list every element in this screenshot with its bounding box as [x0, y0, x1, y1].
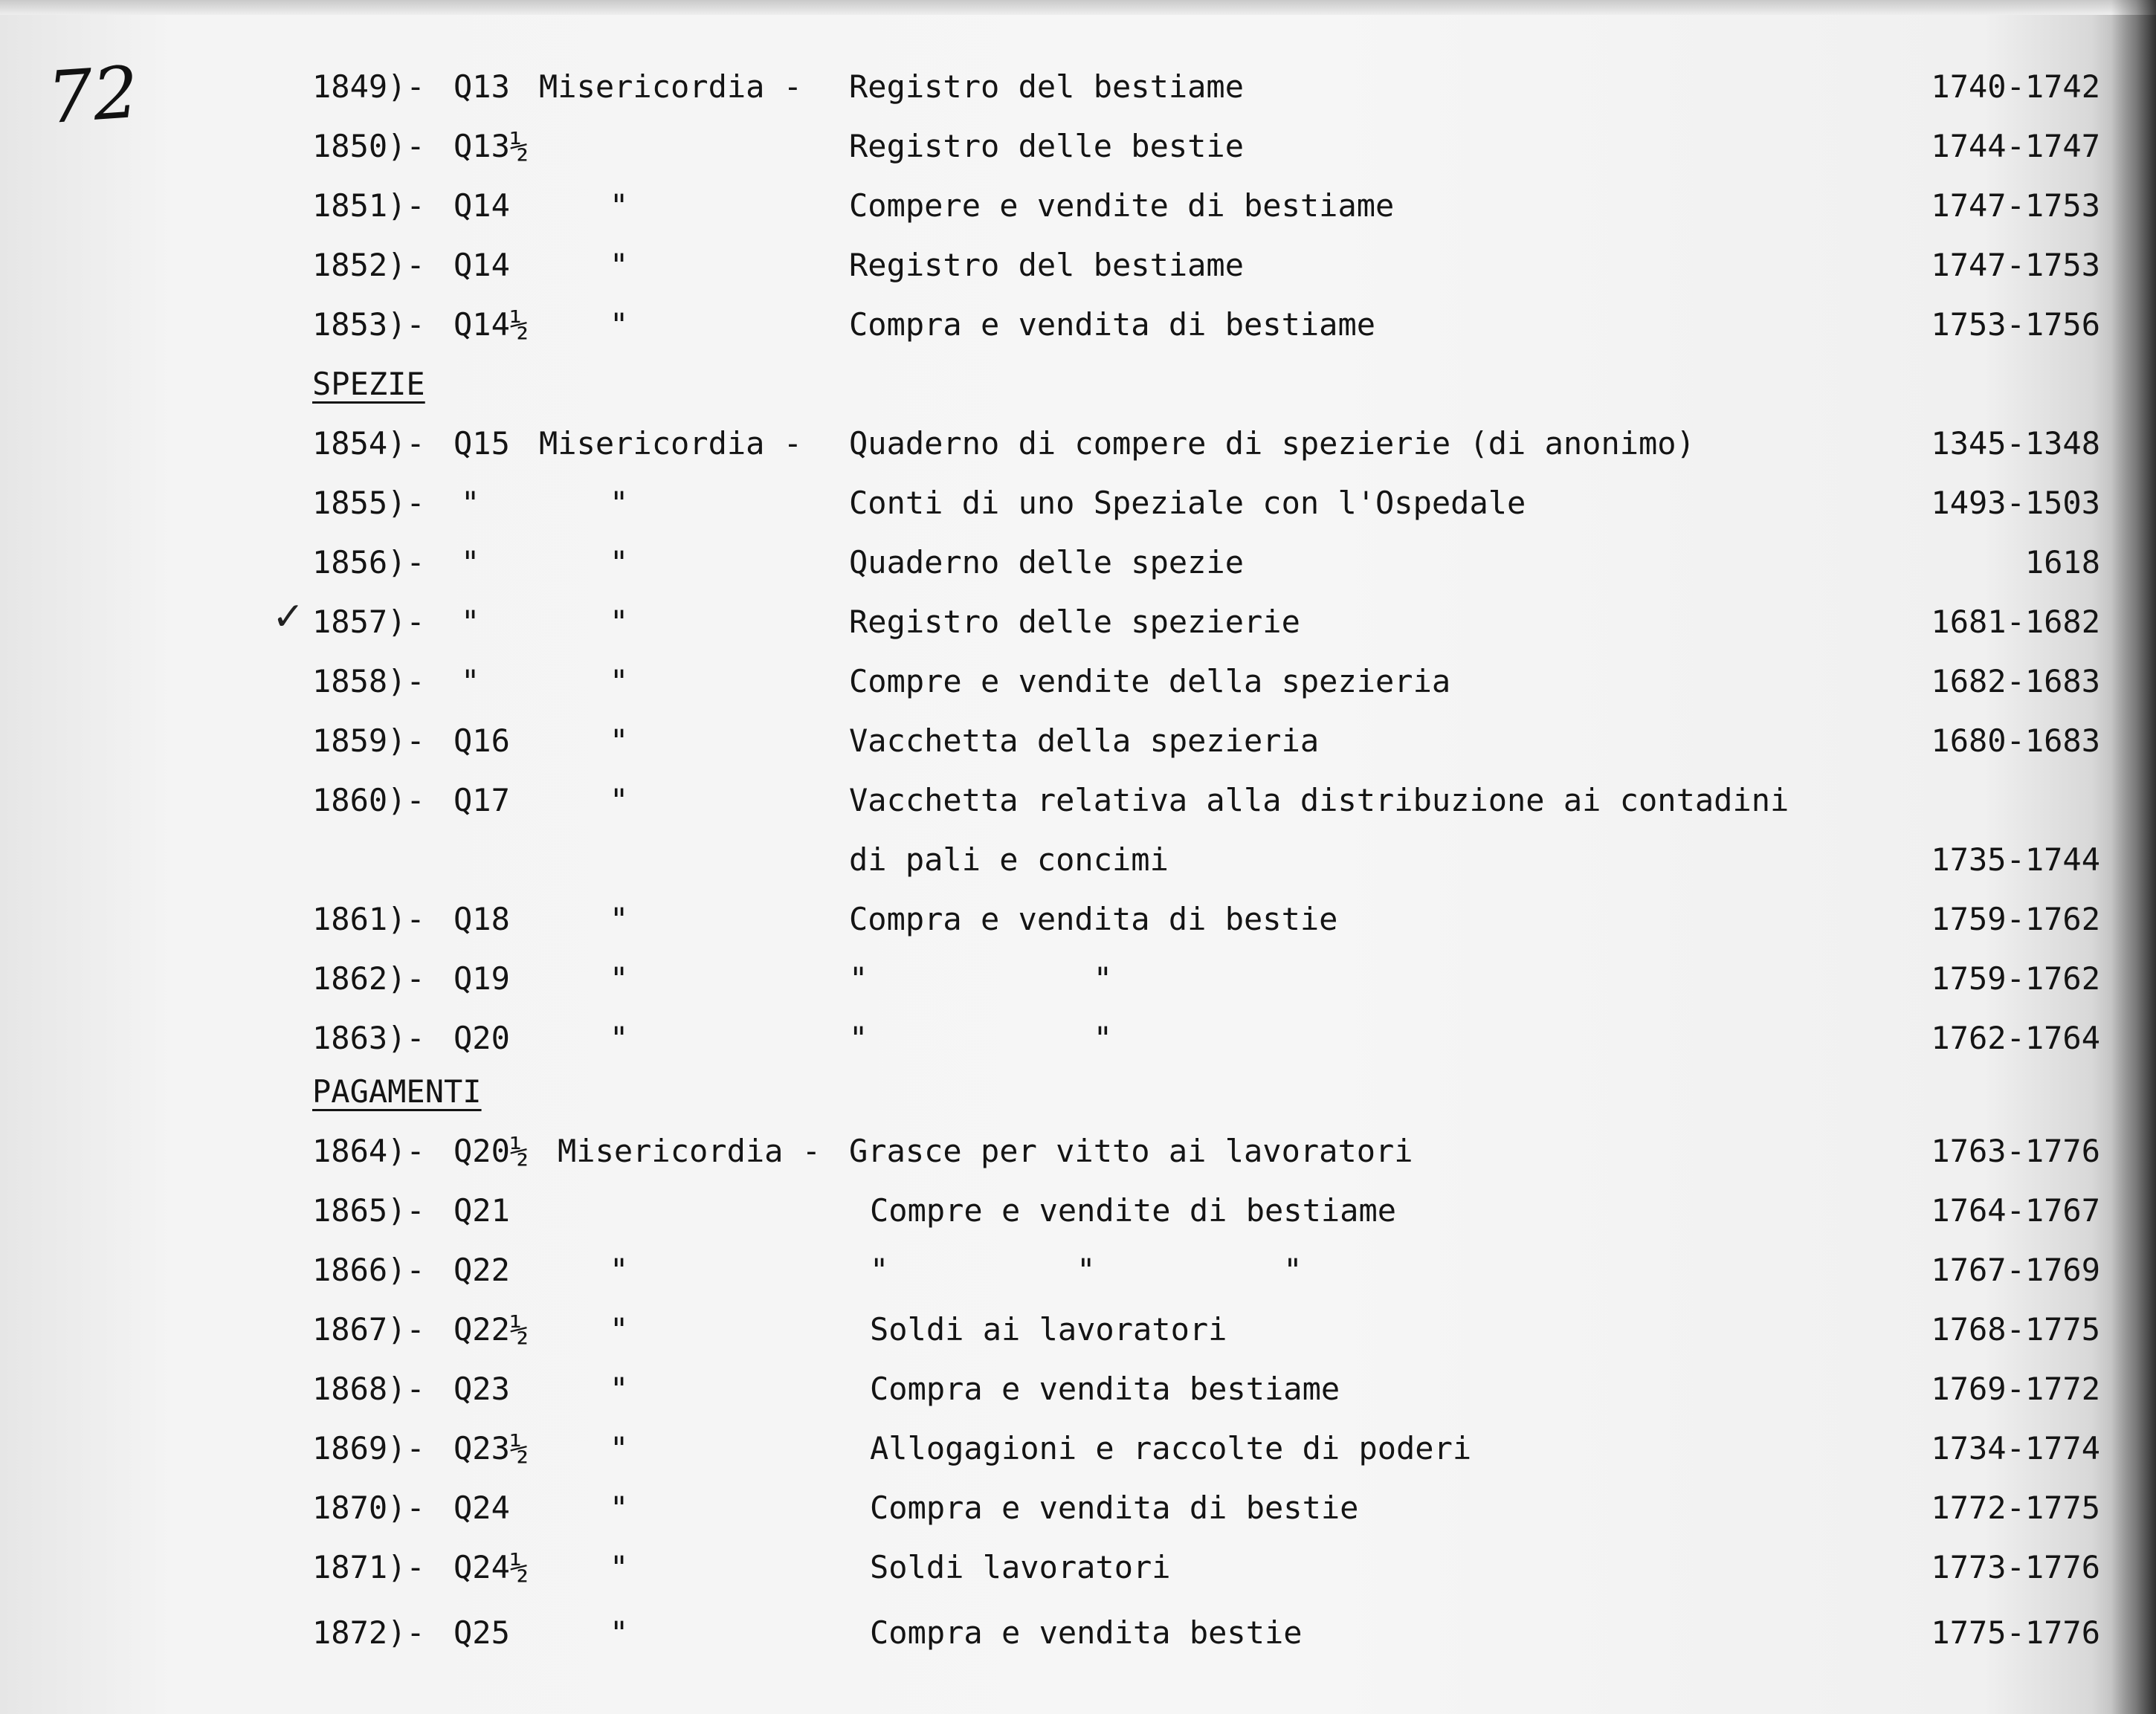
entry-description: Soldi lavoratori	[870, 1549, 1171, 1585]
entry-institution: "	[610, 1614, 629, 1651]
entry-institution: "	[610, 1311, 629, 1348]
entry-years: 1767-1769	[1931, 1252, 2100, 1288]
table-row-continued	[0, 841, 2156, 893]
entry-unit: Q20½	[454, 1133, 529, 1169]
entry-institution: "	[610, 485, 629, 521]
entry-description: Soldi ai lavoratori	[870, 1311, 1227, 1348]
entry-number: 1852)-	[312, 247, 425, 283]
entry-description: " " "	[870, 1252, 1303, 1288]
entry-number: 1860)-	[312, 782, 425, 818]
entry-years: 1618	[2024, 544, 2100, 581]
table-row	[0, 1430, 2156, 1482]
table-row	[0, 187, 2156, 239]
table-row	[0, 1020, 2156, 1072]
table-row	[0, 128, 2156, 180]
entry-description: Allogagioni e raccolte di poderi	[870, 1430, 1472, 1466]
entry-number: 1854)-	[312, 425, 425, 462]
section-heading-spezie: SPEZIE	[312, 366, 425, 402]
entry-unit: Q22½	[454, 1311, 529, 1348]
entry-description: " "	[849, 960, 1113, 997]
entry-number: 1850)-	[312, 128, 425, 164]
entry-years: 1735-1744	[1931, 841, 2100, 878]
table-row	[0, 1549, 2156, 1601]
entry-years: 1759-1762	[1931, 960, 2100, 997]
entry-years: 1768-1775	[1931, 1311, 2100, 1348]
table-row	[0, 1133, 2156, 1185]
entry-description: Registro delle spezierie	[849, 604, 1300, 640]
entry-unit: Q23½	[454, 1430, 529, 1466]
entry-unit: Q23	[454, 1371, 510, 1407]
entry-number: 1870)-	[312, 1490, 425, 1526]
table-row	[0, 306, 2156, 358]
table-row	[0, 425, 2156, 477]
entry-years: 1493-1503	[1931, 485, 2100, 521]
entry-institution: "	[610, 247, 629, 283]
entry-institution: "	[610, 1549, 629, 1585]
entry-number: 1869)-	[312, 1430, 425, 1466]
entry-years: 1764-1767	[1931, 1192, 2100, 1229]
entry-years: 1769-1772	[1931, 1371, 2100, 1407]
entry-unit: Q13½	[454, 128, 529, 164]
entry-unit: "	[461, 604, 480, 640]
entry-description: Registro delle bestie	[849, 128, 1245, 164]
page-number: 72	[45, 50, 141, 140]
entry-unit: Q14	[454, 187, 510, 224]
entry-number: 1868)-	[312, 1371, 425, 1407]
entry-description: Compere e vendite di bestiame	[849, 187, 1395, 224]
table-row	[0, 663, 2156, 715]
entry-description: Vacchetta della spezieria	[849, 722, 1320, 759]
table-row	[0, 1490, 2156, 1542]
entry-years: 1345-1348	[1931, 425, 2100, 462]
entry-years: 1744-1747	[1931, 128, 2100, 164]
entry-institution: "	[610, 1371, 629, 1407]
entry-number: 1864)-	[312, 1133, 425, 1169]
table-row	[0, 485, 2156, 537]
entry-years: 1772-1775	[1931, 1490, 2100, 1526]
entry-description: Conti di uno Speziale con l'Ospedale	[849, 485, 1526, 521]
entry-years: 1759-1762	[1931, 901, 2100, 937]
entry-institution: "	[610, 604, 629, 640]
entry-unit: "	[461, 544, 480, 581]
entry-description: Compra e vendita bestie	[870, 1614, 1303, 1651]
table-row	[0, 901, 2156, 953]
entry-institution: "	[610, 1252, 629, 1288]
entry-description: Compra e vendita di bestie	[849, 901, 1338, 937]
entry-description: Compre e vendite della spezieria	[849, 663, 1451, 699]
entry-unit: Q18	[454, 901, 510, 937]
entry-unit: Q14	[454, 247, 510, 283]
entry-number: 1863)-	[312, 1020, 425, 1056]
entry-unit: Q24½	[454, 1549, 529, 1585]
entry-number: 1872)-	[312, 1614, 425, 1651]
entry-number: 1871)-	[312, 1549, 425, 1585]
entry-unit: Q20	[454, 1020, 510, 1056]
entry-number: 1867)-	[312, 1311, 425, 1348]
table-row	[0, 1371, 2156, 1423]
table-row	[0, 247, 2156, 299]
table-row	[0, 782, 2156, 834]
table-row	[0, 604, 2156, 656]
entry-description: Registro del bestiame	[849, 68, 1245, 105]
entry-unit: Q24	[454, 1490, 510, 1526]
entry-years: 1753-1756	[1931, 306, 2100, 343]
entry-institution: "	[610, 960, 629, 997]
entry-institution: "	[610, 782, 629, 818]
entry-number: 1859)-	[312, 722, 425, 759]
entry-description: Compra e vendita di bestiame	[849, 306, 1376, 343]
entry-unit: Q22	[454, 1252, 510, 1288]
entry-institution: Misericordia -	[558, 1133, 822, 1169]
entry-years: 1680-1683	[1931, 722, 2100, 759]
entry-number: 1866)-	[312, 1252, 425, 1288]
entry-unit: Q15	[454, 425, 510, 462]
table-row	[0, 1614, 2156, 1666]
entry-years: 1747-1753	[1931, 187, 2100, 224]
checkmark-icon: ✓	[272, 595, 305, 639]
entry-description: Compra e vendita bestiame	[870, 1371, 1340, 1407]
entry-institution: "	[610, 722, 629, 759]
entry-description: Vacchetta relativa alla distribuzione ai contadini	[849, 782, 1789, 818]
entry-number: 1861)-	[312, 901, 425, 937]
entry-number: 1849)-	[312, 68, 425, 105]
entry-years: 1682-1683	[1931, 663, 2100, 699]
table-row	[0, 544, 2156, 596]
entry-number: 1856)-	[312, 544, 425, 581]
table-row	[0, 1252, 2156, 1304]
entry-number: 1853)-	[312, 306, 425, 343]
entry-number: 1865)-	[312, 1192, 425, 1229]
entry-number: 1862)-	[312, 960, 425, 997]
table-row	[0, 722, 2156, 774]
entry-years: 1775-1776	[1931, 1614, 2100, 1651]
entry-institution: "	[610, 544, 629, 581]
table-row	[0, 68, 2156, 120]
entry-description: Compre e vendite di bestiame	[870, 1192, 1397, 1229]
table-row	[0, 960, 2156, 1012]
entry-unit: Q21	[454, 1192, 510, 1229]
entry-description: Grasce per vitto ai lavoratori	[849, 1133, 1413, 1169]
entry-unit: "	[461, 663, 480, 699]
entry-number: 1858)-	[312, 663, 425, 699]
entry-description: Compra e vendita di bestie	[870, 1490, 1359, 1526]
table-row	[0, 1311, 2156, 1363]
entry-institution: "	[610, 1430, 629, 1466]
entry-institution: "	[610, 306, 629, 343]
entry-description: " "	[849, 1020, 1113, 1056]
entry-unit: Q17	[454, 782, 510, 818]
entry-unit: Q14½	[454, 306, 529, 343]
entry-years: 1747-1753	[1931, 247, 2100, 283]
entry-institution: "	[610, 1020, 629, 1056]
entry-description-continued: di pali e concimi	[849, 841, 1169, 878]
entry-description: Registro del bestiame	[849, 247, 1245, 283]
entry-institution: Misericordia -	[539, 425, 803, 462]
entry-years: 1762-1764	[1931, 1020, 2100, 1056]
entry-institution: "	[610, 187, 629, 224]
entry-years: 1773-1776	[1931, 1549, 2100, 1585]
entry-description: Quaderno delle spezie	[849, 544, 1245, 581]
scan-top-band	[0, 0, 2156, 15]
entry-number: 1857)-	[312, 604, 425, 640]
entry-unit: "	[461, 485, 480, 521]
entry-years: 1681-1682	[1931, 604, 2100, 640]
entry-description: Quaderno di compere di spezierie (di anonimo)	[849, 425, 1695, 462]
entry-institution: "	[610, 663, 629, 699]
entry-unit: Q25	[454, 1614, 510, 1651]
section-heading-pagamenti: PAGAMENTI	[312, 1073, 482, 1110]
entry-number: 1851)-	[312, 187, 425, 224]
table-row	[0, 1192, 2156, 1244]
entry-institution: Misericordia -	[539, 68, 803, 105]
entry-unit: Q16	[454, 722, 510, 759]
entry-years: 1734-1774	[1931, 1430, 2100, 1466]
entry-institution: "	[610, 901, 629, 937]
entry-years: 1740-1742	[1931, 68, 2100, 105]
entry-number: 1855)-	[312, 485, 425, 521]
entry-years: 1763-1776	[1931, 1133, 2100, 1169]
entry-institution: "	[610, 1490, 629, 1526]
entry-unit: Q19	[454, 960, 510, 997]
entry-unit: Q13	[454, 68, 510, 105]
